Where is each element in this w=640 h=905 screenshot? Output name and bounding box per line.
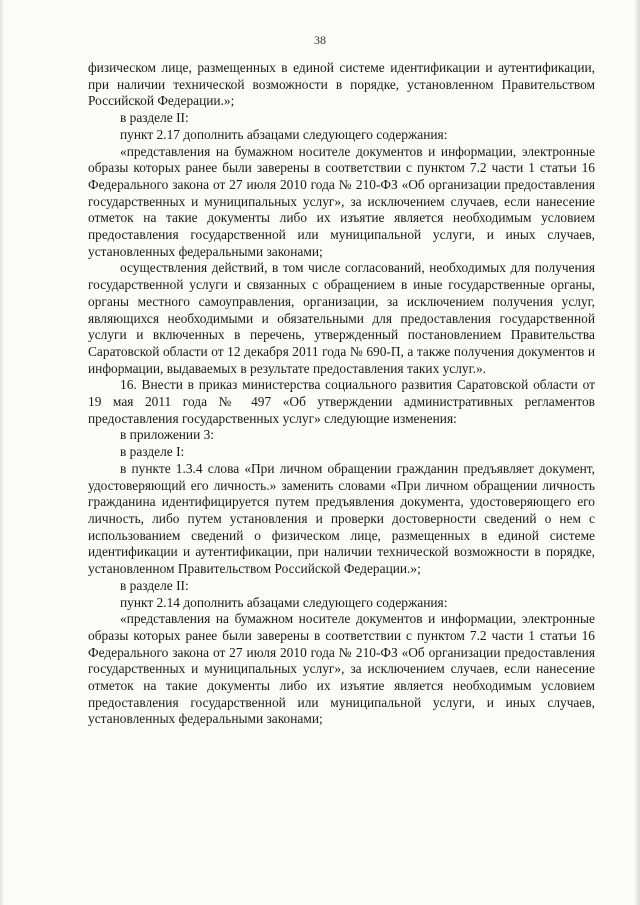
paragraph: 16. Внести в приказ министерства социального развития Саратовской области от 19 мая 2011 года № 497 «Об утверждении административных регламентов предоставления государственных услуг» следующие изменения: (88, 377, 595, 426)
paragraph: пункт 2.14 дополнить абзацами следующего содержания: (120, 594, 448, 610)
paragraph: в разделе II: (120, 110, 189, 126)
scan-edge-left (0, 0, 4, 905)
paragraph: физическом лице, размещенных в единой системе идентификации и аутентификации, при наличии технической возможности в порядке, установленном Правительством Российской Федерации.»; (88, 60, 595, 109)
paragraph: в разделе I: (120, 444, 185, 460)
document-body (88, 60, 595, 728)
scan-edge-right (634, 0, 640, 905)
paragraph: «представления на бумажном носителе документов и информации, электронные образы которых ранее были заверены в соответствии с пунктом 7.2 части 1 статьи 16 Федерального закона от 27 июля 2010 года № 210-ФЗ «Об организации предоставления государственных и муниципальных услуг», за исключением случаев, если нанесение отметок на такие документы либо их изъятие является необходимым условием предоставления государственной или муниципальной услуги, и иных случаев, установленных федеральными законами; (88, 611, 595, 727)
paragraph: в приложении 3: (120, 427, 215, 443)
page-number: 38 (314, 33, 326, 47)
paragraph: пункт 2.17 дополнить абзацами следующего содержания: (120, 126, 448, 142)
paragraph: «представления на бумажном носителе документов и информации, электронные образы которых ранее были заверены в соответствии с пунктом 7.2 части 1 статьи 16 Федерального закона от 27 июля 2010 года № 210-ФЗ «Об организации предоставления государственных и муниципальных услуг», за исключением случаев, если нанесение отметок на такие документы либо их изъятие является необходимым условием предоставления государственной или муниципальной услуги, и иных случаев, установленных федеральными законами; (88, 143, 595, 259)
paragraph: в пункте 1.3.4 слова «При личном обращении гражданин предъявляет документ, удостоверяющий его личность.» заменить словами «При личном обращении личность гражданина идентифицируется путем предъявления документа, удостоверяющего его личность, либо путем установления и проверки достоверности сведений о нем с использованием сведений о физическом лице, размещенных в единой системе идентификации и аутентификации, при наличии технической возможности в порядке, установленном Правительством Российской Федерации.»; (88, 460, 595, 577)
paragraph: в разделе II: (120, 577, 189, 593)
paragraph: осуществления действий, в том числе согласований, необходимых для получения государственной услуги и связанных с обращением в иные государственные органы, органы местного самоуправления, организации, за исключением получения услуг, являющихся необходимыми и обязательными для предоставления государственной услуги и включенных в перечень, утвержденный постановлением Правительства Саратовской области от 12 декабря 2011 года № 690-П, а также получения документов и информации, выдаваемых в результате предоставления таких услуг.». (88, 260, 595, 376)
